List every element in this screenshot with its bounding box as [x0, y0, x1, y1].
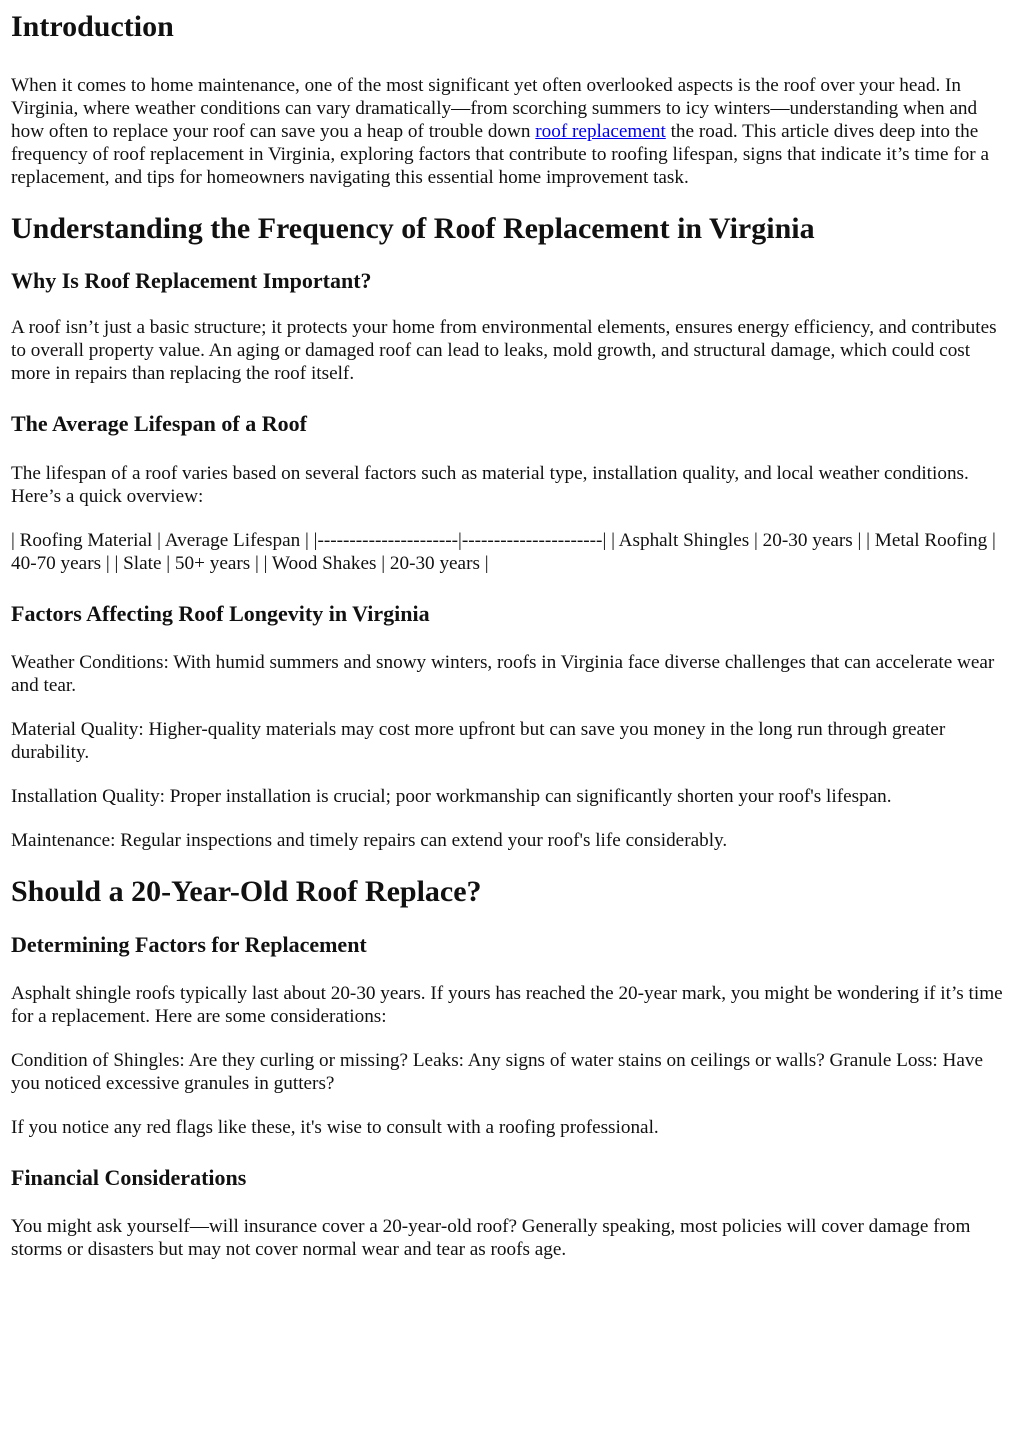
financial-paragraph: You might ask yourself—will insurance cover a 20-year-old roof? Generally speaking, most policies will cover damage from storms or disasters but may not cover normal wear and tear as roofs age.	[11, 1216, 971, 1260]
why-heading: Why Is Roof Replacement Important?	[11, 268, 372, 293]
determining-heading: Determining Factors for Replacement	[11, 932, 367, 957]
factor-weather: Weather Conditions: With humid summers and snowy winters, roofs in Virginia face diverse challenges that can accelerate wear and tear.	[11, 652, 995, 696]
determining-paragraph: Asphalt shingle roofs typically last about 20-30 years. If yours has reached the 20-year mark, you might be wondering if it’s time for a replacement. Here are some considerations:	[11, 983, 1003, 1027]
lifespan-table-text: | Roofing Material | Average Lifespan | |----------------------|----------------------| | Asphalt Shingles | 20-30 years | | Metal Roofing | 40-70 years | | Slate | 50+ years | | Wood Shakes | 20-30 years |	[11, 530, 996, 574]
intro-heading: Introduction	[11, 10, 174, 43]
financial-heading: Financial Considerations	[11, 1165, 247, 1190]
lifespan-paragraph: The lifespan of a roof varies based on several factors such as material type, installation quality, and local weather conditions. Here’s a quick overview:	[11, 463, 969, 507]
understanding-heading: Understanding the Frequency of Roof Replacement in Virginia	[11, 212, 815, 245]
intro-text-start: When it comes to home maintenance, one of the most significant yet often overlooked aspects is the roof over your head. In Virginia, where weather conditions can vary dramatically—from scorching summers to icy winters—understanding when and how often to replace your roof can save you a heap of trouble down	[11, 75, 978, 142]
intro-text-end: the road. This article dives deep into the frequency of roof replacement in Virginia, exploring factors that contribute to roofing lifespan, signs that indicate it’s time for a replacement, and tips for homeowners navigating this essential home improvement task.	[11, 121, 990, 188]
factor-maintenance: Maintenance: Regular inspections and timely repairs can extend your roof's life considerably.	[11, 830, 728, 851]
lifespan-heading: The Average Lifespan of a Roof	[11, 411, 307, 436]
red-flags-paragraph: If you notice any red flags like these, it's wise to consult with a roofing professional.	[11, 1117, 659, 1138]
intro-paragraph	[11, 74, 1014, 189]
roof-replacement-link[interactable]: roof replacement	[535, 121, 666, 142]
factor-material: Material Quality: Higher-quality materials may cost more upfront but can save you money in the long run through greater durability.	[11, 719, 946, 763]
conditions-paragraph: Condition of Shingles: Are they curling or missing? Leaks: Any signs of water stains on ceilings or walls? Granule Loss: Have you noticed excessive granules in gutters?	[11, 1050, 984, 1094]
why-paragraph: A roof isn’t just a basic structure; it protects your home from environmental elements, ensures energy efficiency, and contributes to overall property value. An aging or damaged roof can lead to leaks, mold growth, and structural damage, which could cost more in repairs than replacing the roof itself.	[11, 317, 997, 384]
factor-installation: Installation Quality: Proper installation is crucial; poor workmanship can significantly shorten your roof's lifespan.	[11, 786, 892, 807]
factors-heading: Factors Affecting Roof Longevity in Virginia	[11, 601, 430, 626]
should-replace-heading: Should a 20-Year-Old Roof Replace?	[11, 875, 482, 908]
